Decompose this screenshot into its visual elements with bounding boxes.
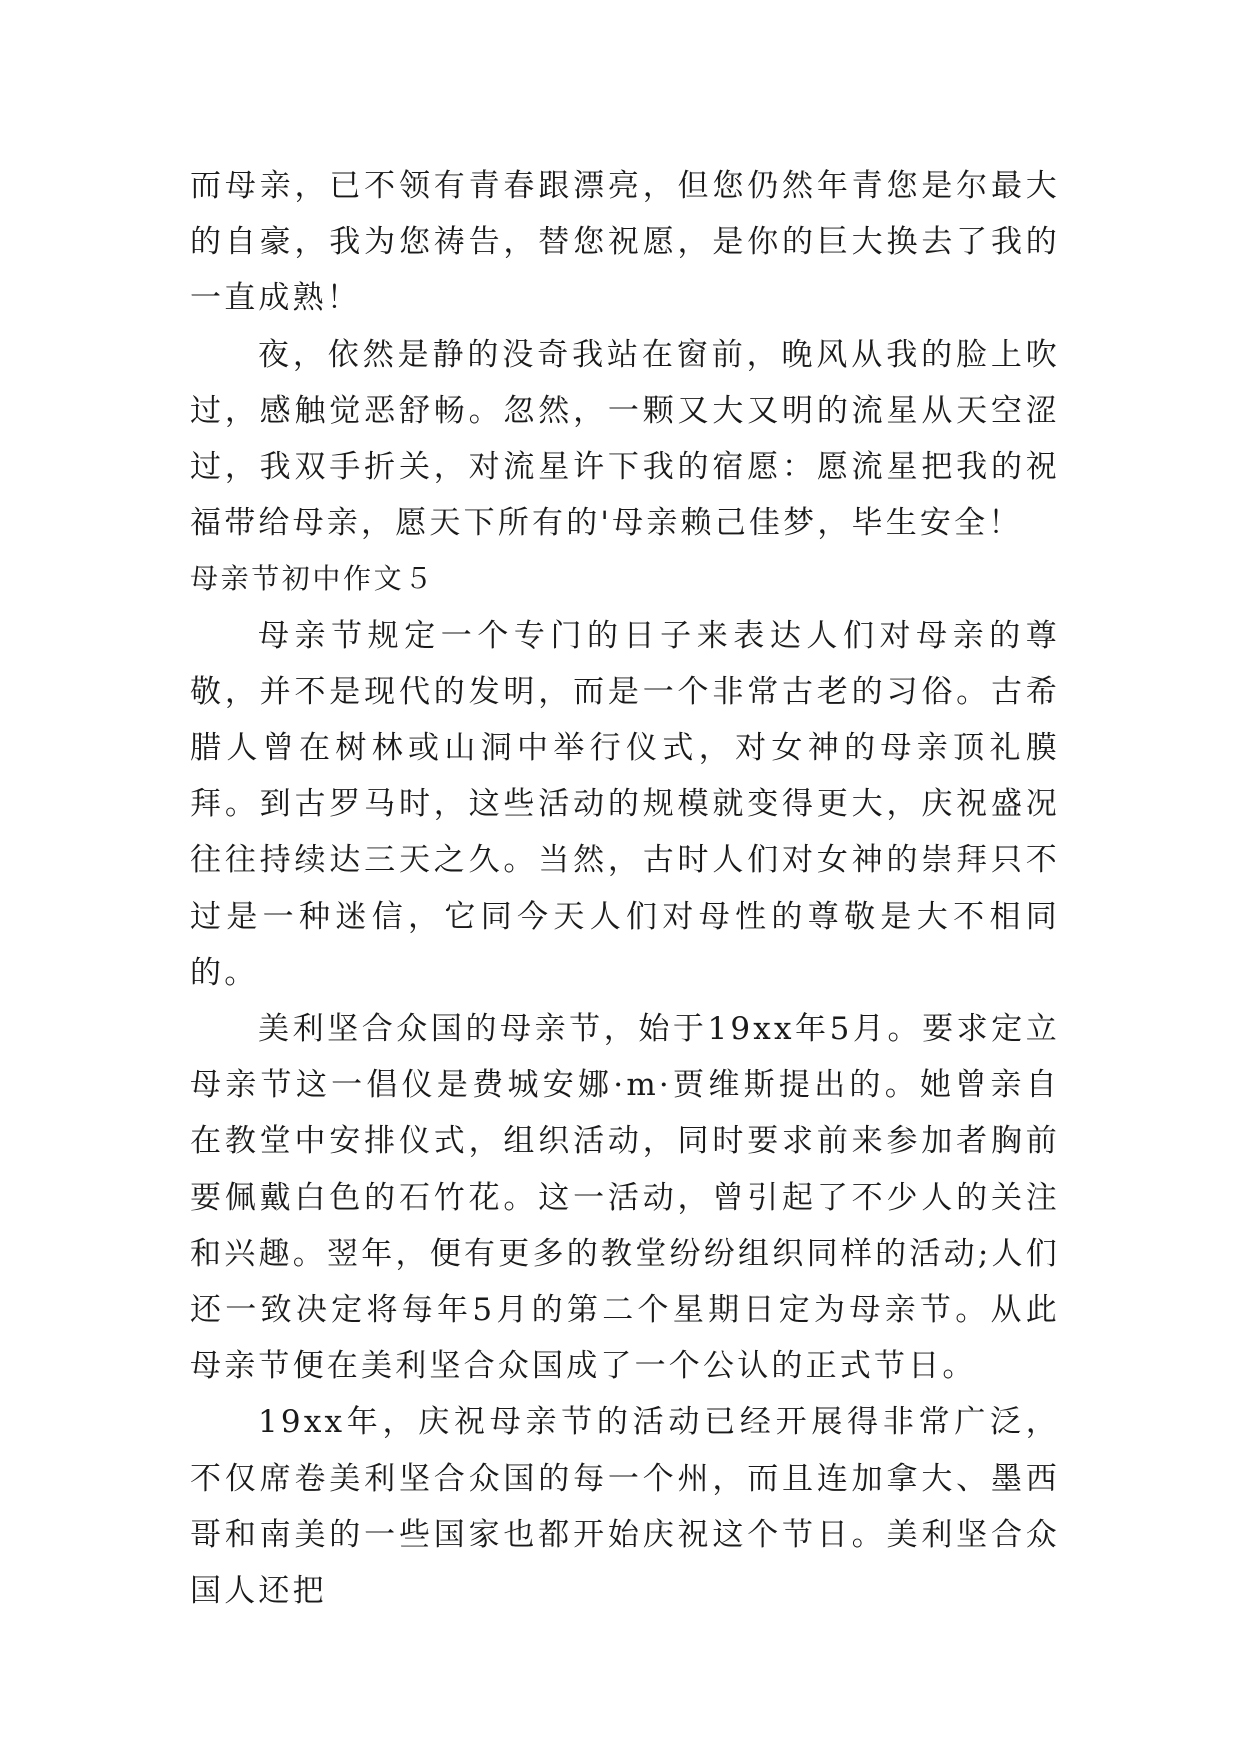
paragraph-1: 而母亲，已不领有青春跟漂亮，但您仍然年青您是尔最大的自豪，我为您祷告，替您祝愿，是你的巨大换去了我的一直成熟！ — [190, 168, 1060, 317]
section-heading: 母亲节初中作文５ — [190, 562, 435, 596]
paragraph-4: 美利坚合众国的母亲节，始于19xx年5月。要求定立母亲节这一倡仪是费城安娜·m·贾维斯提出的。她曾亲自在教堂中安排仪式，组织活动，同时要求前来参加者胸前要佩戴白色的石竹花。这一活动，曾引起了不少人的关注和兴趣。翌年，便有更多的教堂纷纷组织同样的活动;人们还一致决定将每年5月的第二个星期日定为母亲节。从此母亲节便在美利坚合众国成了一个公认的正式节日。 — [190, 1011, 1060, 1385]
paragraph-2: 夜，依然是静的没奇我站在窗前，晚风从我的脸上吹过，感触觉恶舒畅。忽然，一颗又大又明的流星从天空涩过，我双手折关，对流星许下我的宿愿：愿流星把我的祝福带给母亲，愿天下所有的'母亲赖己佳梦，毕生安全！ — [190, 336, 1060, 542]
paragraph-3: 母亲节规定一个专门的日子来表达人们对母亲的尊敬，并不是现代的发明，而是一个非常古老的习俗。古希腊人曾在树林或山洞中举行仪式，对女神的母亲顶礼膜拜。到古罗马时，这些活动的规模就变得更大，庆祝盛况往往持续达三天之久。当然，古时人们对女神的崇拜只不过是一种迷信，它同今天人们对母性的尊敬是大不相同的。 — [190, 617, 1060, 991]
document-page — [190, 158, 1060, 1619]
paragraph-5: 19xx年，庆祝母亲节的活动已经开展得非常广泛，不仅席卷美利坚合众国的每一个州，而且连加拿大、墨西哥和南美的一些国家也都开始庆祝这个节日。美利坚合众国人还把 — [190, 1404, 1060, 1610]
